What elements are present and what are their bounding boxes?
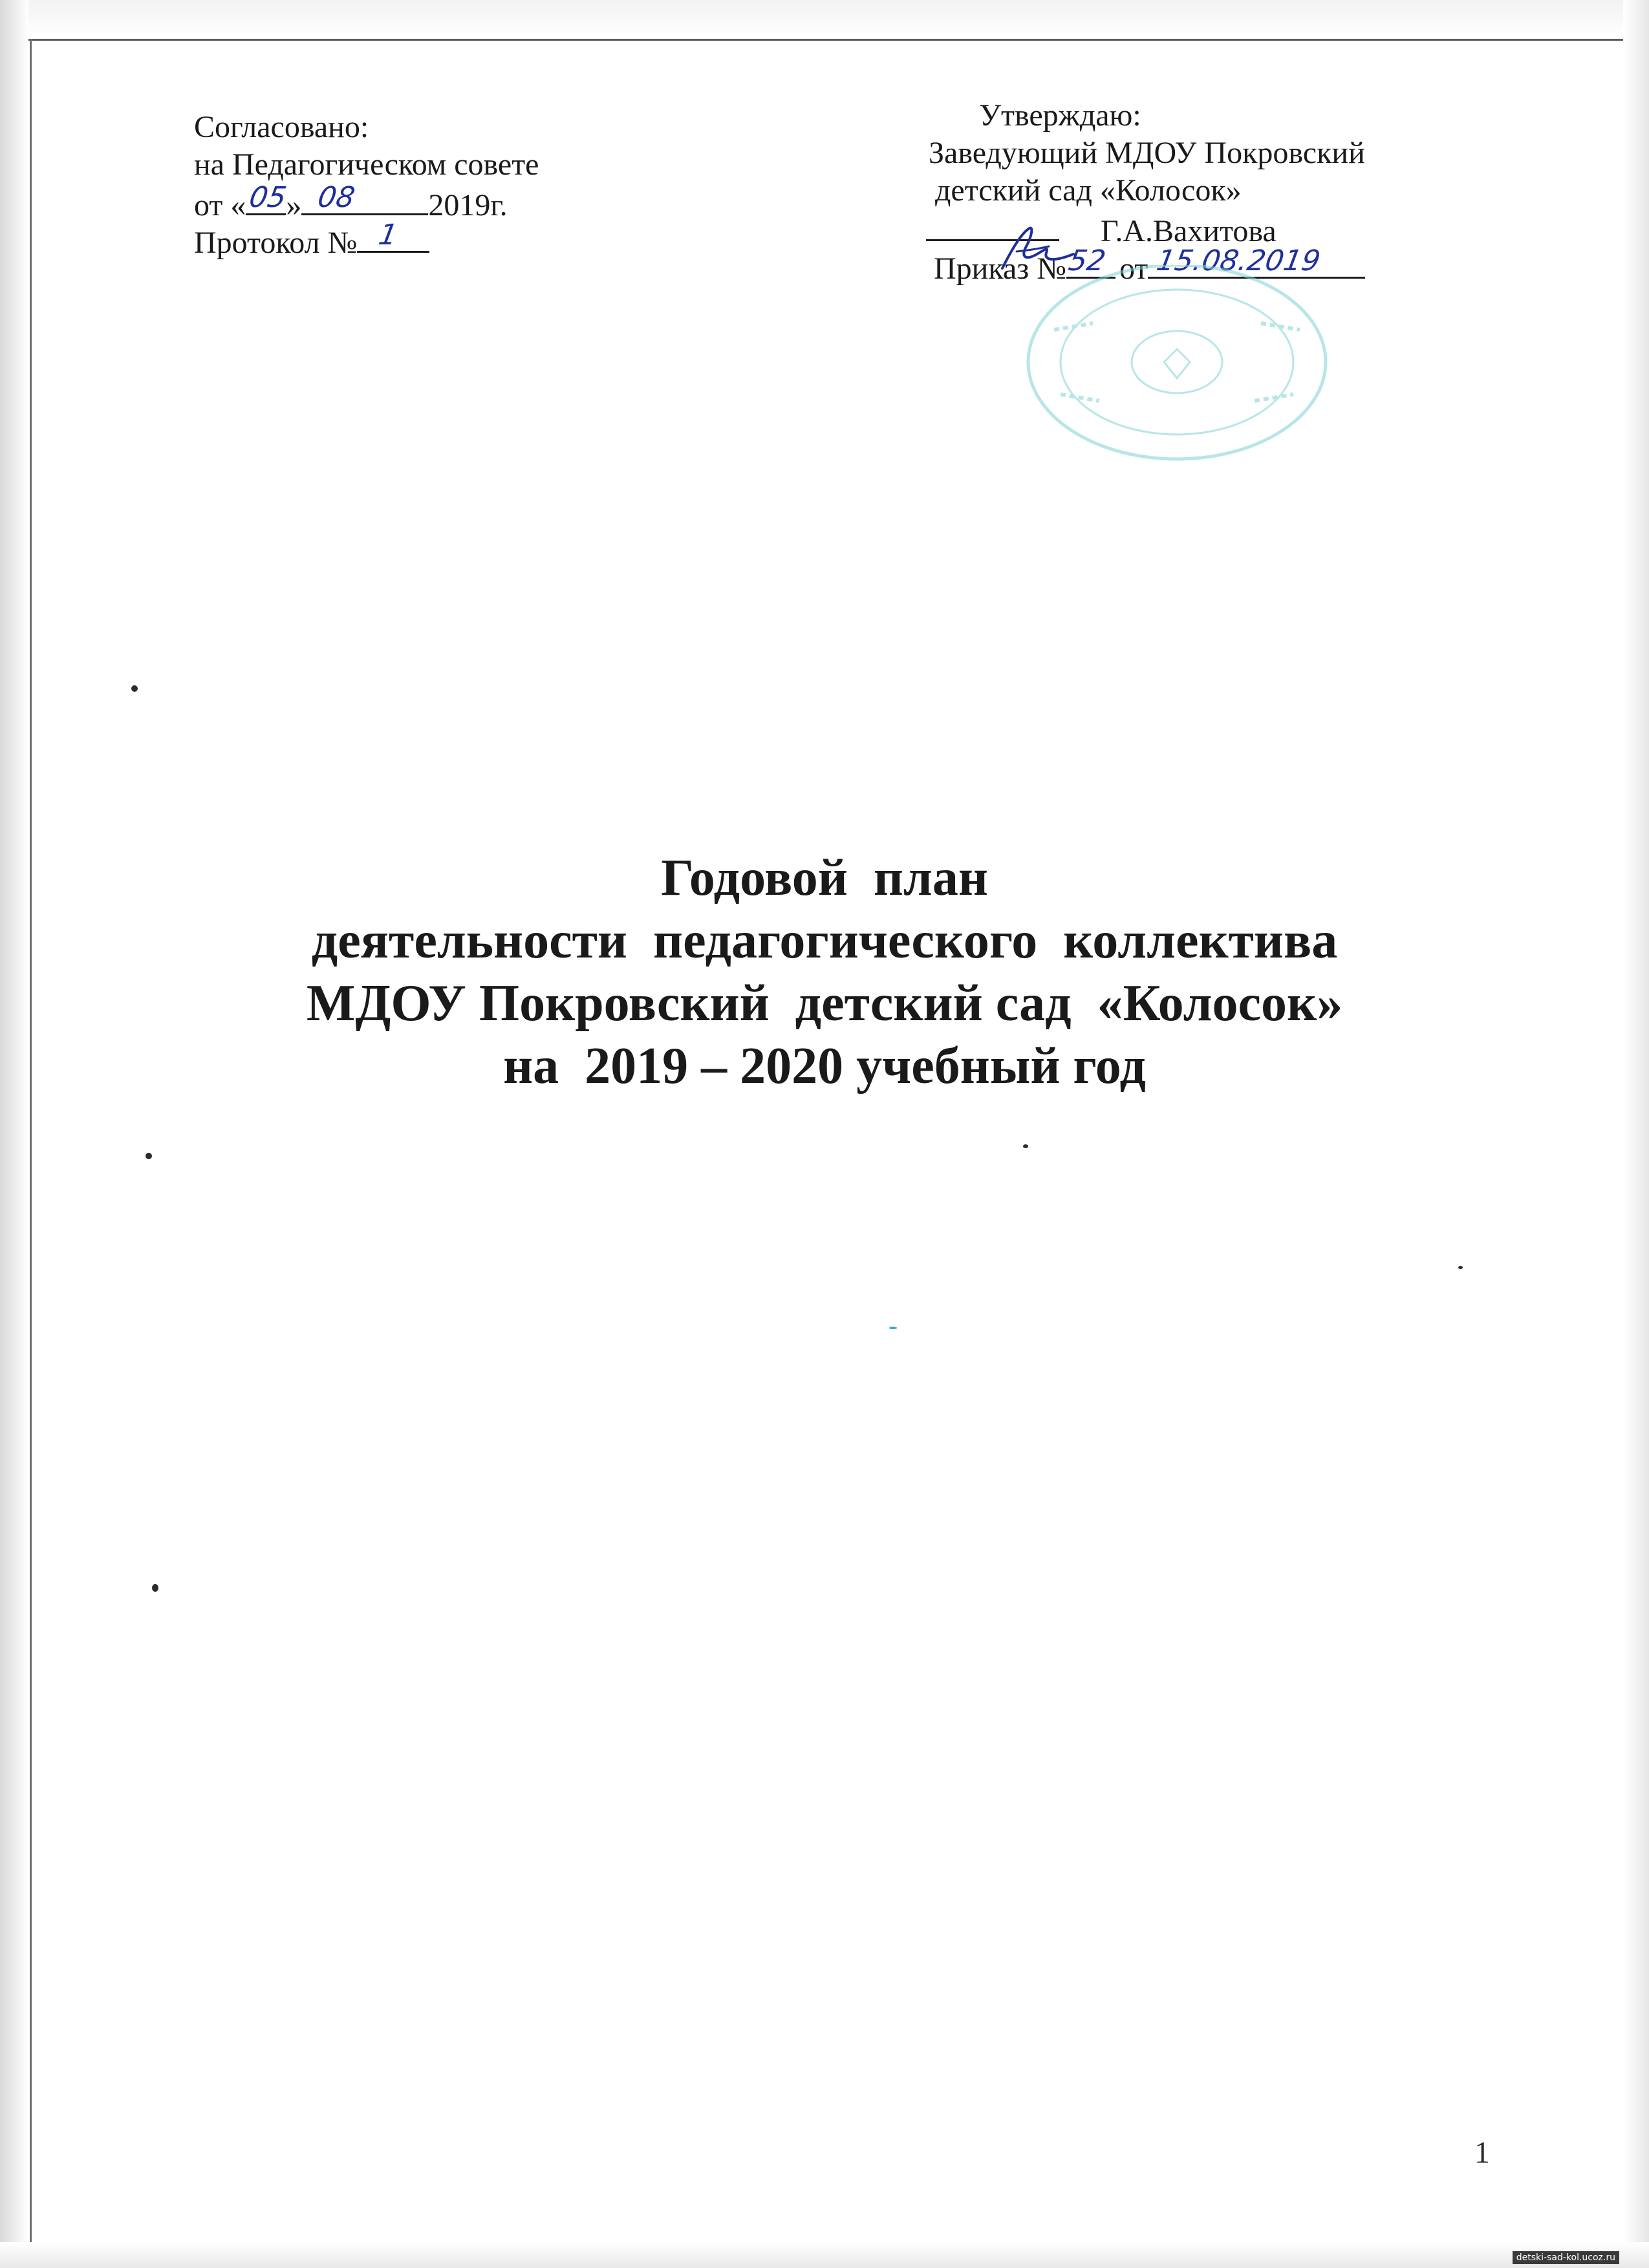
scan-speck — [152, 1584, 158, 1592]
protocol-number-field — [357, 221, 429, 253]
scan-speck — [131, 685, 138, 692]
protocol-prefix: Протокол № — [194, 226, 358, 260]
approval-right-heading: Утверждаю: — [979, 98, 1141, 133]
approval-right-organization: детский сад «Колосок» — [935, 173, 1242, 208]
protocol-number-handwritten: 1 — [376, 219, 400, 251]
document-title — [0, 847, 1649, 1098]
date-month-handwritten: 08 — [315, 181, 358, 214]
scan-speck — [889, 1327, 897, 1329]
order-date-prefix: от — [1119, 251, 1148, 286]
title-line-3: МДОУ Покровский детский сад «Колосок» — [306, 975, 1343, 1032]
title-line-4: на 2019 – 2020 учебный год — [503, 1038, 1146, 1095]
scan-edge-right — [1623, 0, 1649, 2268]
date-prefix: от « — [194, 188, 246, 222]
approval-left-date-line — [194, 181, 539, 222]
scan-edge-left-line — [30, 39, 32, 2250]
title-line-1: Годовой план — [661, 850, 988, 906]
organization-stamp — [1015, 265, 1339, 465]
signer-name: Г.А.Вахитова — [1101, 214, 1277, 248]
date-year: 2019г. — [428, 188, 508, 222]
approval-right-position: Заведующий МДОУ Покровский — [929, 136, 1365, 170]
scan-edge-left — [0, 0, 28, 2268]
order-number-handwritten: 52 — [1066, 244, 1108, 277]
order-prefix: Приказ № — [934, 251, 1067, 286]
scan-edge-top-line — [19, 39, 1623, 41]
site-watermark: detski-sad-kol.ucoz.ru — [1513, 2251, 1619, 2264]
scan-edge-top — [0, 0, 1649, 36]
scan-edge-bottom — [0, 2242, 1649, 2268]
approval-left-council: на Педагогическом совете — [194, 147, 539, 182]
date-day-handwritten: 05 — [246, 181, 289, 214]
scan-speck — [146, 1153, 152, 1159]
page-number: 1 — [1474, 2135, 1490, 2170]
scan-speck — [1458, 1266, 1463, 1269]
approval-left-protocol-line — [194, 221, 539, 259]
approval-left-heading: Согласовано: — [194, 110, 369, 144]
date-mid: » — [286, 188, 302, 222]
date-month-field — [301, 181, 428, 215]
order-date-handwritten: 15.08.2019 — [1154, 244, 1323, 277]
date-day-field — [246, 181, 289, 215]
scan-speck — [1023, 1144, 1028, 1148]
title-line-2: деятельности педагогического коллектива — [311, 912, 1338, 969]
approval-left-block — [194, 109, 539, 259]
